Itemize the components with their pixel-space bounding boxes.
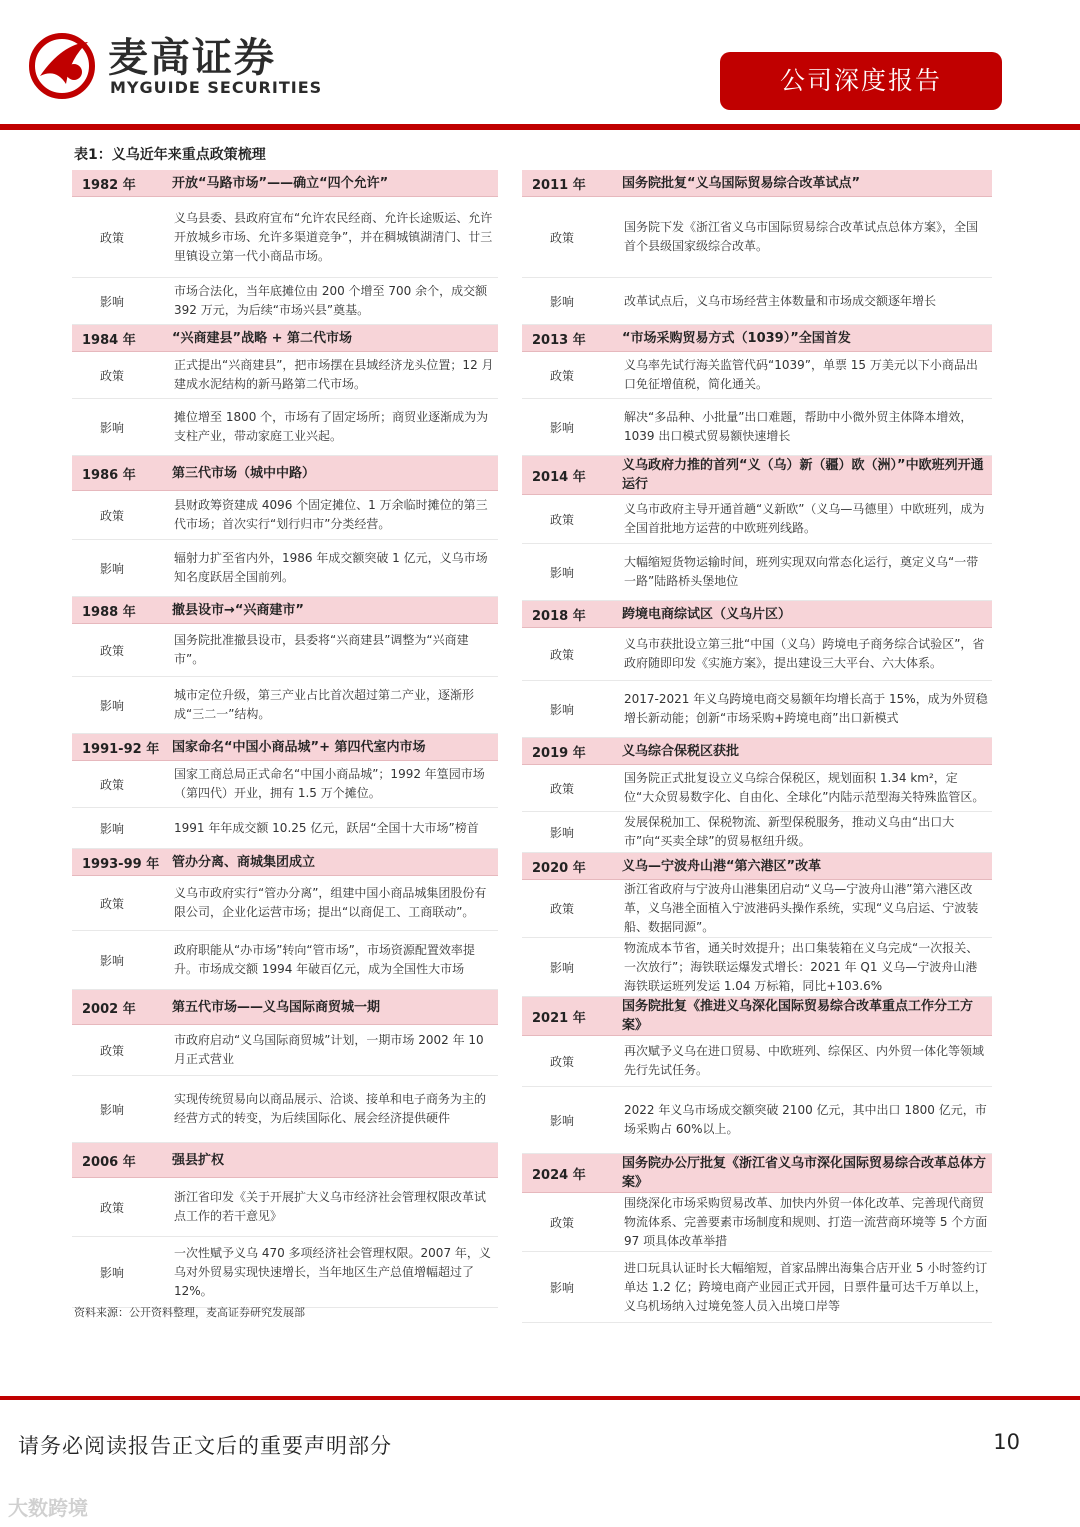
myguide-logo-icon	[22, 24, 102, 104]
impact-label: 影响	[549, 702, 574, 717]
policy-block	[522, 1154, 992, 1323]
policy-title: 义乌—宁波舟山港“第六港区”改革	[622, 858, 822, 874]
policy-impact-row	[522, 544, 992, 601]
policy-year: 1988 年	[82, 604, 136, 620]
policy-year: 2020 年	[532, 860, 586, 876]
policy-policy-row	[522, 495, 992, 544]
policy-impact-row	[522, 681, 992, 738]
policy-policy-row	[72, 491, 498, 540]
policy-block	[522, 997, 992, 1154]
policy-text: 再次赋予义乌在进口贸易、中欧班列、综保区、内外贸一体化等领域先行先试任务。	[624, 1044, 985, 1077]
policy-policy-row	[72, 1025, 498, 1076]
policy-text: 义乌率先试行海关监管代码“1039”，单票 15 万美元以下小商品出口免征增值税，简化通关。	[624, 358, 978, 391]
policy-title: 义乌政府力推的首列“义（乌）新（疆）欧（洲）”中欧班列开通运行	[622, 458, 984, 492]
footer-divider	[0, 1396, 1080, 1400]
policy-block	[522, 853, 992, 997]
policy-block-header	[522, 1154, 992, 1193]
policy-text: 县财政筹资建成 4096 个固定摊位、1 万余临时摊位的第三代市场；首次实行“划行归市”分类经营。	[174, 498, 488, 531]
policy-impact-row	[522, 399, 992, 456]
policy-block-header	[72, 170, 498, 197]
impact-text: 2022 年义乌市场成交额突破 2100 亿元，其中出口 1800 亿元，市场采购占 60%以上。	[624, 1103, 987, 1136]
policy-title: 开放“马路市场”——确立“四个允许”	[172, 175, 389, 191]
impact-label: 影响	[99, 698, 124, 713]
policy-impact-row	[522, 278, 992, 325]
policy-text: 义乌县委、县政府宣布“允许农民经商、允许长途贩运、允许开放城乡市场、允许多渠道竞争”，并在稠城镇湖清门、廿三里镇设立第一代小商品市场。	[174, 210, 493, 263]
policy-block	[72, 849, 498, 990]
policy-year: 2024 年	[532, 1167, 586, 1183]
source-note: 资料来源：公开资料整理，麦高证券研究发展部	[74, 1306, 305, 1319]
policy-policy-row	[72, 761, 498, 808]
policy-title: 国家命名“中国小商品城”+ 第四代室内市场	[172, 739, 426, 755]
policy-text: 义乌市政府主导开通首趟“义新欧”（义乌—马德里）中欧班列，成为全国首批地方运营的中欧班列线路。	[624, 502, 985, 535]
policy-block	[72, 456, 498, 597]
policy-block-header	[72, 325, 498, 352]
policy-block-header	[522, 170, 992, 197]
policy-year: 1986 年	[82, 467, 136, 483]
policy-impact-row	[522, 1087, 992, 1154]
policy-label: 政策	[99, 777, 124, 792]
impact-text: 辐射力扩至省内外，1986 年成交额突破 1 亿元，义乌市场知名度跃居全国前列。	[174, 551, 488, 584]
policy-year: 1984 年	[82, 332, 136, 348]
policy-block-header	[522, 601, 992, 628]
policy-label: 政策	[99, 643, 124, 658]
policy-block	[522, 170, 992, 325]
policy-impact-row	[72, 399, 498, 456]
policy-text: 浙江省印发《关于开展扩大义乌市经济社会管理权限改革试点工作的若干意见》	[174, 1190, 487, 1223]
policy-column-left	[72, 170, 498, 1308]
policy-policy-row	[522, 197, 992, 278]
policy-policy-row	[522, 352, 992, 399]
policy-text: 浙江省政府与宁波舟山港集团启动“义乌—宁波舟山港”第六港区改革，义乌港全面植入宁波港码头操作系统，实现“义乌启运、宁波装船、数据同源”。	[624, 882, 979, 934]
policy-label: 政策	[549, 647, 574, 662]
impact-text: 1991 年年成交额 10.25 亿元，跃居“全国十大市场”榜首	[174, 820, 479, 835]
impact-label: 影响	[99, 294, 124, 309]
impact-text: 解决“多品种、小批量”出口难题，帮助中小微外贸主体降本增效，1039 出口模式贸易额快速增长	[624, 410, 973, 443]
policy-impact-row	[522, 812, 992, 853]
policy-block	[72, 597, 498, 734]
policy-title: 管办分离、商城集团成立	[172, 854, 316, 870]
policy-title: 第三代市场（城中中路）	[172, 465, 316, 481]
policy-label: 政策	[99, 1200, 124, 1215]
policy-text: 围绕深化市场采购贸易改革、加快内外贸一体化改革、完善现代商贸物流体系、完善要素市场制度和规则、打造一流营商环境等 5 个方面 97 项具体改革举措	[624, 1195, 988, 1248]
impact-label: 影响	[99, 1265, 124, 1280]
policy-year: 2002 年	[82, 1001, 136, 1017]
impact-text: 实现传统贸易向以商品展示、洽谈、接单和电子商务为主的经营方式的转变，为后续国际化、展会经济提供硬件	[174, 1092, 487, 1125]
policy-year: 2019 年	[532, 745, 586, 761]
policy-block	[522, 738, 992, 853]
policy-label: 政策	[549, 368, 574, 383]
policy-title: 义乌综合保税区获批	[622, 743, 740, 759]
impact-label: 影响	[99, 953, 124, 968]
impact-label: 影响	[99, 821, 124, 836]
policy-label: 政策	[549, 902, 574, 916]
impact-text: 大幅缩短货物运输时间，班列实现双向常态化运行，奠定义乌“一带一路”陆路桥头堡地位	[624, 555, 979, 588]
policy-impact-row	[72, 808, 498, 849]
policy-block	[522, 325, 992, 456]
policy-policy-row	[72, 1178, 498, 1237]
policy-block-header	[72, 849, 498, 876]
policy-block	[72, 170, 498, 325]
policy-year: 1993-99 年	[82, 856, 160, 872]
policy-title: 国务院办公厅批复《浙江省义乌市深化国际贸易综合改革总体方案》	[622, 1156, 987, 1190]
impact-label: 影响	[549, 294, 574, 309]
policy-label: 政策	[549, 1054, 574, 1069]
policy-impact-row	[522, 1252, 992, 1323]
impact-text: 物流成本节省，通关时效提升；出口集装箱在义乌完成“一次报关、一次放行”；海铁联运爆发式增长：2021 年 Q1 义乌—宁波舟山港海铁联运班列发运 1.04 万标箱，同比+103.6%	[624, 940, 979, 993]
policy-block	[522, 601, 992, 738]
policy-block-header	[522, 325, 992, 352]
report-type-badge: 公司深度报告	[720, 52, 1002, 110]
policy-block	[72, 1143, 498, 1308]
policy-block	[72, 325, 498, 456]
policy-block-header	[72, 990, 498, 1025]
policy-label: 政策	[99, 896, 124, 911]
policy-impact-row	[72, 278, 498, 325]
impact-label: 影响	[99, 1102, 124, 1117]
footer-disclaimer: 请务必阅读报告正文后的重要声明部分	[18, 1434, 392, 1458]
policy-text: 国家工商总局正式命名“中国小商品城”；1992 年篁园市场（第四代）开业，拥有 1.5 万个摊位。	[174, 767, 485, 800]
policy-title: “兴商建县”战略 + 第二代市场	[172, 330, 353, 346]
policy-title: 国务院批复“义乌国际贸易综合改革试点”	[622, 175, 861, 191]
policy-text: 正式提出“兴商建县”，把市场摆在县域经济龙头位置；12 月建成水泥结构的新马路第二代市场。	[174, 358, 494, 391]
policy-block-header	[72, 456, 498, 491]
policy-year: 2021 年	[532, 1010, 586, 1026]
impact-text: 发展保税加工、保税物流、新型保税服务，推动义乌由“出口大市”向“买卖全球”的贸易枢纽升级。	[624, 815, 955, 848]
brand-name-cn: 麦高证券	[108, 35, 276, 81]
policy-title: 第五代市场——义乌国际商贸城一期	[172, 999, 381, 1015]
policy-policy-row	[72, 197, 498, 278]
policy-label: 政策	[99, 508, 124, 523]
policy-block-header	[72, 1143, 498, 1178]
policy-policy-row	[72, 876, 498, 931]
policy-impact-row	[72, 677, 498, 734]
policy-policy-row	[72, 624, 498, 677]
watermark: 大数跨境	[8, 1496, 88, 1520]
policy-policy-row	[522, 628, 992, 681]
policy-impact-row	[72, 931, 498, 990]
policy-text: 市政府启动“义乌国际商贸城”计划，一期市场 2002 年 10 月正式营业	[174, 1033, 484, 1066]
policy-impact-row	[522, 938, 992, 997]
policy-label: 政策	[99, 1043, 124, 1058]
policy-label: 政策	[99, 230, 124, 245]
impact-text: 市场合法化，当年底摊位由 200 个增至 700 余个，成交额 392 万元，为后续“市场兴县”奠基。	[174, 284, 488, 317]
policy-text: 国务院批准撤县设市，县委将“兴商建县”调整为“兴商建市”。	[174, 633, 469, 666]
impact-label: 影响	[549, 825, 574, 840]
policy-text: 义乌市政府实行“管办分离”，组建中国小商品城集团股份有限公司，企业化运营市场；提出“以商促工、工商联动”。	[174, 886, 487, 919]
policy-policy-row	[522, 1036, 992, 1087]
policy-year: 2011 年	[532, 177, 586, 193]
policy-block	[72, 734, 498, 849]
policy-policy-row	[522, 1193, 992, 1252]
policy-policy-row	[72, 352, 498, 399]
policy-impact-row	[72, 1237, 498, 1308]
policy-title: 跨境电商综试区（义乌片区）	[622, 606, 792, 622]
policy-label: 政策	[99, 368, 124, 383]
impact-label: 影响	[549, 960, 574, 975]
policy-year: 2006 年	[82, 1154, 136, 1170]
policy-text: 义乌市获批设立第三批“中国（义乌）跨境电子商务综合试验区”，省政府随即印发《实施方案》，提出建设三大平台、六大体系。	[624, 637, 985, 670]
impact-label: 影响	[549, 1113, 574, 1128]
page-header	[0, 0, 1080, 130]
impact-text: 一次性赋予义乌 470 多项经济社会管理权限。2007 年，义乌对外贸易实现快速增长，当年地区生产总值增幅超过了 12%。	[174, 1245, 491, 1298]
policy-impact-row	[72, 1076, 498, 1143]
impact-label: 影响	[99, 561, 124, 576]
policy-block-header	[522, 997, 992, 1036]
policy-year: 1982 年	[82, 177, 136, 193]
policy-block	[72, 990, 498, 1143]
policy-year: 2014 年	[532, 469, 586, 485]
policy-year: 1991-92 年	[82, 741, 160, 757]
header-divider	[0, 124, 1080, 130]
policy-column-right	[522, 170, 992, 1323]
policy-policy-row	[522, 765, 992, 812]
policy-block-header	[72, 597, 498, 624]
policy-impact-row	[72, 540, 498, 597]
page-number: 10	[993, 1430, 1020, 1454]
impact-text: 进口玩具认证时长大幅缩短，首家品牌出海集合店开业 5 小时签约订单达 1.2 亿；跨境电商产业园正式开园，日票件量可达千万单以上，义乌机场纳入过境免签人员入出境口岸等	[624, 1260, 988, 1313]
policy-text: 国务院正式批复设立义乌综合保税区，规划面积 1.34 km²，定位“大众贸易数字化、自由化、全球化”内陆示范型海关特殊监管区。	[624, 771, 985, 804]
impact-text: 改革试点后，义乌市场经营主体数量和市场成交额逐年增长	[624, 293, 937, 308]
impact-label: 影响	[549, 420, 574, 435]
policy-title: 强县扩权	[172, 1152, 225, 1168]
brand-name-en: MYGUIDE SECURITIES	[110, 78, 323, 97]
policy-title: 国务院批复《推进义乌深化国际贸易综合改革重点工作分工方案》	[622, 999, 974, 1033]
policy-block	[522, 456, 992, 601]
policy-block-header	[72, 734, 498, 761]
policy-year: 2018 年	[532, 608, 586, 624]
impact-label: 影响	[549, 565, 574, 580]
policy-text: 国务院下发《浙江省义乌市国际贸易综合改革试点总体方案》，全国首个县级国家级综合改革。	[624, 220, 979, 253]
policy-policy-row	[522, 880, 992, 938]
policy-label: 政策	[549, 781, 574, 796]
policy-block-header	[522, 738, 992, 765]
table-title: 表1：义乌近年来重点政策梳理	[74, 147, 266, 163]
impact-label: 影响	[549, 1280, 574, 1295]
impact-text: 城市定位升级，第三产业占比首次超过第二产业，逐渐形成“三二一”结构。	[174, 688, 475, 721]
policy-block-header	[522, 853, 992, 880]
policy-label: 政策	[549, 1215, 574, 1230]
policy-label: 政策	[549, 512, 574, 527]
impact-label: 影响	[99, 420, 124, 435]
policy-title: 撤县设市→“兴商建市”	[172, 602, 304, 618]
policy-block-header	[522, 456, 992, 495]
impact-text: 政府职能从“办市场”转向“管市场”，市场资源配置效率提升。市场成交额 1994 年破百亿元，成为全国性大市场	[174, 943, 475, 976]
impact-text: 2017-2021 年义乌跨境电商交易额年均增长高于 15%，成为外贸稳增长新动能；创新“市场采购+跨境电商”出口新模式	[624, 692, 988, 725]
policy-year: 2013 年	[532, 332, 586, 348]
impact-text: 摊位增至 1800 个，市场有了固定场所；商贸业逐渐成为为支柱产业，带动家庭工业兴起。	[174, 410, 489, 443]
policy-label: 政策	[549, 230, 574, 245]
policy-title: “市场采购贸易方式（1039）”全国首发	[622, 330, 851, 346]
